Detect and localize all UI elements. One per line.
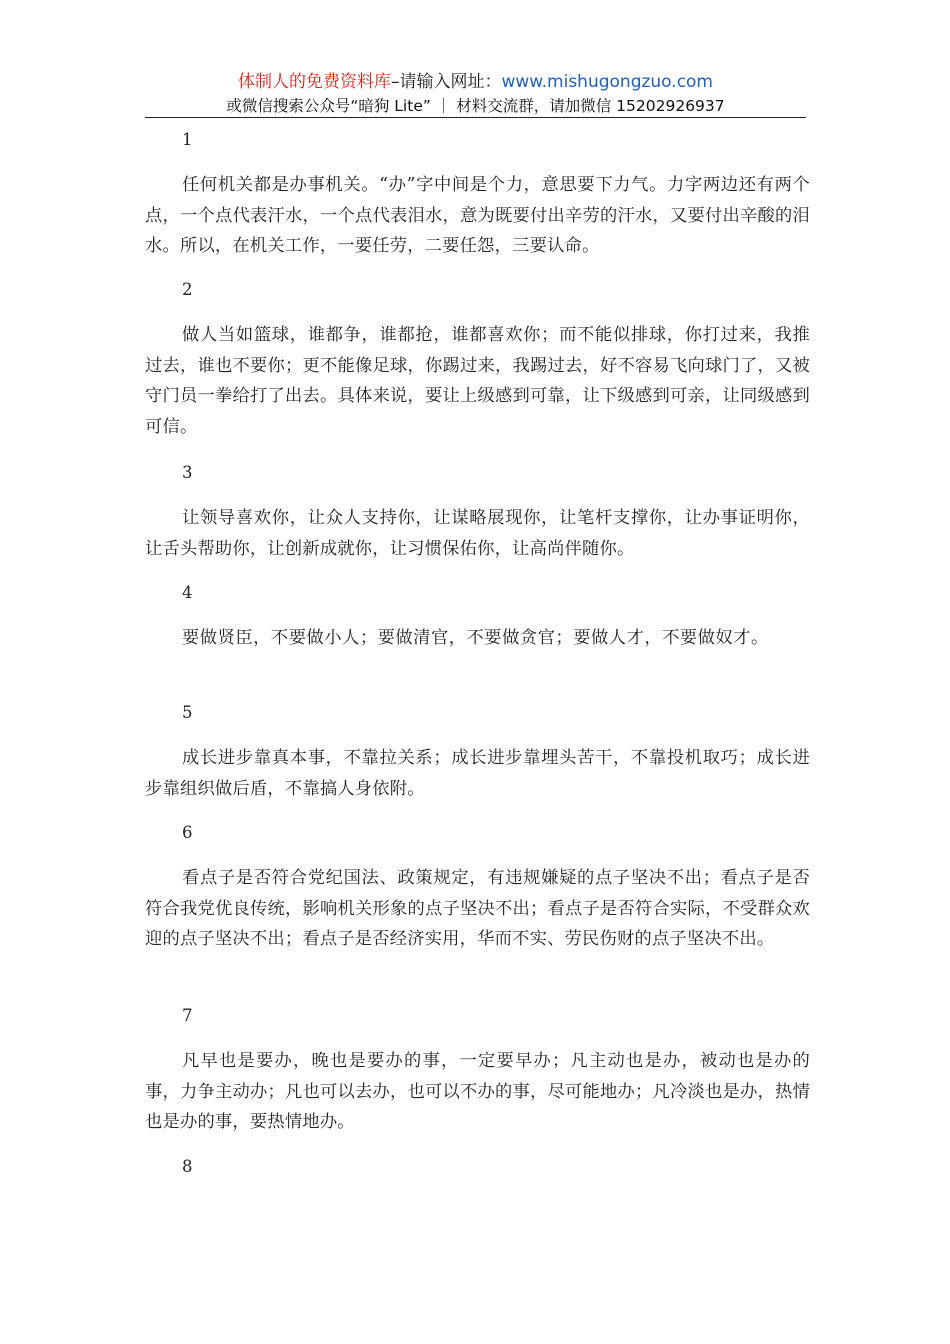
header-line-1 bbox=[145, 70, 806, 94]
section-7 bbox=[145, 1003, 810, 1138]
section-number: 7 bbox=[182, 1006, 193, 1025]
section-number: 3 bbox=[182, 463, 193, 482]
section-paragraph: 成长进步靠真本事，不靠拉关系；成长进步靠埋头苦干，不靠投机取巧；成长进步靠组织做后盾，不靠搞人身依附。 bbox=[145, 748, 810, 799]
section-8 bbox=[145, 1154, 810, 1180]
website-link[interactable]: www.mishugongzuo.com bbox=[501, 72, 713, 92]
section-paragraph: 任何机关都是办事机关。“办”字中间是个力，意思要下力气。力字两边还有两个点，一个点代表汗水，一个点代表泪水，意为既要付出辛劳的汗水，又要付出辛酸的泪水。所以，在机关工作，一要任劳，二要任怨，三要认命。 bbox=[145, 175, 810, 256]
brand-title: 体制人的免费资料库 bbox=[237, 72, 391, 92]
url-prompt: –请输入网址： bbox=[390, 72, 502, 92]
section-number: 6 bbox=[182, 823, 193, 842]
header-line-2: 或微信搜索公众号“暗狗 Lite” ｜ 材料交流群，请加微信 15202926937 bbox=[226, 97, 725, 115]
section-number: 2 bbox=[182, 280, 193, 299]
section-paragraph: 要做贤臣，不要做小人；要做清官，不要做贪官；要做人才，不要做奴才。 bbox=[182, 628, 769, 648]
section-paragraph: 凡早也是要办，晚也是要办的事，一定要早办；凡主动也是办，被动也是办的事，力争主动办；凡也可以去办，也可以不办的事，尽可能地办；凡冷淡也是办，热情也是办的事，要热情地办。 bbox=[145, 1051, 810, 1132]
section-paragraph: 做人当如篮球，谁都争，谁都抢，谁都喜欢你；而不能似排球，你打过来，我推过去，谁也不要你；更不能像足球，你踢过来，我踢过去，好不容易飞向球门了，又被守门员一拳给打了出去。具体来说，要让上级感到可靠，让下级感到可亲，让同级感到可信。 bbox=[145, 325, 810, 437]
section-number: 5 bbox=[182, 703, 193, 722]
page-header bbox=[145, 70, 806, 117]
section-1 bbox=[145, 127, 810, 262]
section-4 bbox=[145, 580, 825, 654]
section-2 bbox=[145, 277, 810, 442]
section-paragraph: 让领导喜欢你，让众人支持你，让谋略展现你，让笔杆支撑你，让办事证明你，让舌头帮助你，让创新成就你，让习惯保佑你，让高尚伴随你。 bbox=[145, 508, 810, 559]
section-number: 8 bbox=[182, 1157, 193, 1176]
section-5 bbox=[145, 700, 810, 804]
section-number: 4 bbox=[182, 583, 193, 602]
section-6 bbox=[145, 820, 810, 955]
section-number: 1 bbox=[182, 130, 193, 149]
section-3 bbox=[145, 460, 810, 564]
section-paragraph: 看点子是否符合党纪国法、政策规定，有违规嫌疑的点子坚决不出；看点子是否符合我党优良传统，影响机关形象的点子坚决不出；看点子是否符合实际，不受群众欢迎的点子坚决不出；看点子是否经济实用，华而不实、劳民伤财的点子坚决不出。 bbox=[145, 868, 810, 949]
header-divider bbox=[145, 117, 806, 118]
